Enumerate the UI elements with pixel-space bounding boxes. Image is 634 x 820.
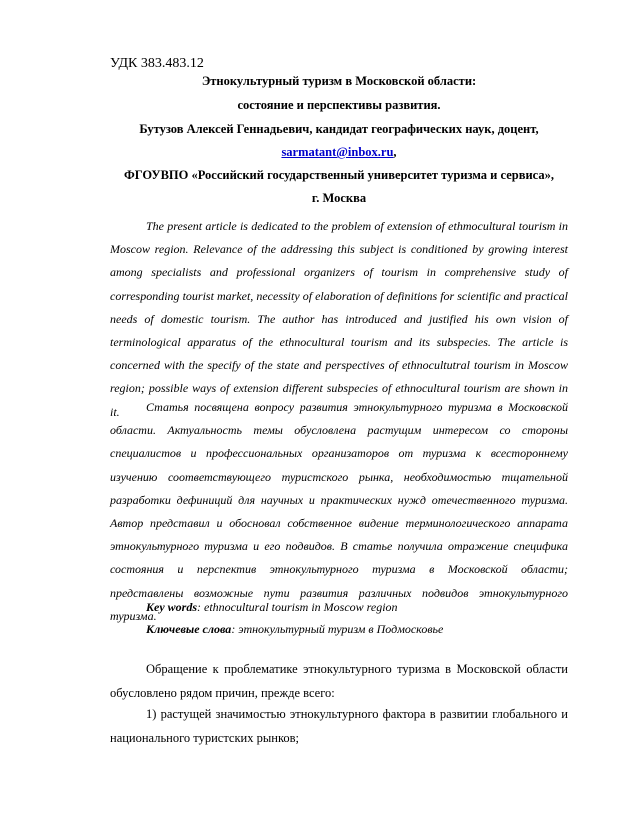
body-paragraph-2: 1) растущей значимостью этнокультурного фактора в развитии глобального и национального туристских рынков; — [110, 707, 568, 745]
keywords-russian-text: : этнокультурный туризм в Подмосковье — [231, 622, 444, 636]
keywords-russian — [146, 622, 443, 637]
email-suffix: , — [393, 145, 397, 159]
keywords-russian-label: Ключевые слова — [146, 622, 232, 636]
city-line: г. Москва — [311, 191, 367, 205]
keywords-english-text: : ethnocultural tourism in Moscow region — [197, 600, 398, 614]
keywords-english-label: Key words — [146, 600, 197, 614]
email-link[interactable]: sarmatant@inbox.ru — [281, 145, 394, 159]
author-line: Бутузов Алексей Геннадьевич, кандидат географических наук, доцент, — [139, 122, 539, 136]
abstract-english: The present article is dedicated to the problem of extension of ethmocultural tourism in Moscow region. Relevance of the addressing this subject is conditioned by growing interest among specialists and professional organizers of tourism in comprehensive study of corresponding tourist market, necessity of elaboration of definitions for scientific and practical needs of domestic tourism. The author has introduced and justified his own vision of terminological apparatus of the ethnocultural tourism and its subspecies. The article is concerned with the specify of the state and perspectives of ethnocultutral tourism in Moscow region; possible ways of extension different subspecies of ethnocultural tourism are shown in it. — [110, 219, 568, 419]
udk-code: УДК 383.483.12 — [110, 56, 204, 71]
affiliation-line: ФГОУВПО «Российский государственный университет туризма и сервиса», — [124, 168, 554, 182]
title-line-1: Этнокультурный туризм в Московской области: — [201, 74, 477, 88]
keywords-english — [146, 600, 398, 615]
abstract-russian: Статья посвящена вопросу развития этнокультурного туризма в Московской области. Актуальность темы обусловлена растущим интересом со стороны специалистов и профессиональных организаторов от туризма к всестороннему изучению соответствующего туристского рынка, необходимостью тщательной разработки дефиниций для научных и практических нужд отечественного туризма. Автор представил и обосновал собственное видение терминологического аппарата этнокультурного туризма и его подвидов. В статье получила отражение специфика состояния и перспектив этнокультурного туризма в Московской области; представлены возможные пути развития различных подвидов этнокультурного туризма. — [110, 400, 568, 623]
title-line-2: состояние и перспективы развития. — [237, 98, 441, 112]
email-line — [110, 145, 568, 160]
body-paragraph-1: Обращение к проблематике этнокультурного туризма в Московской области обусловлено рядом причин, прежде всего: — [110, 662, 568, 700]
